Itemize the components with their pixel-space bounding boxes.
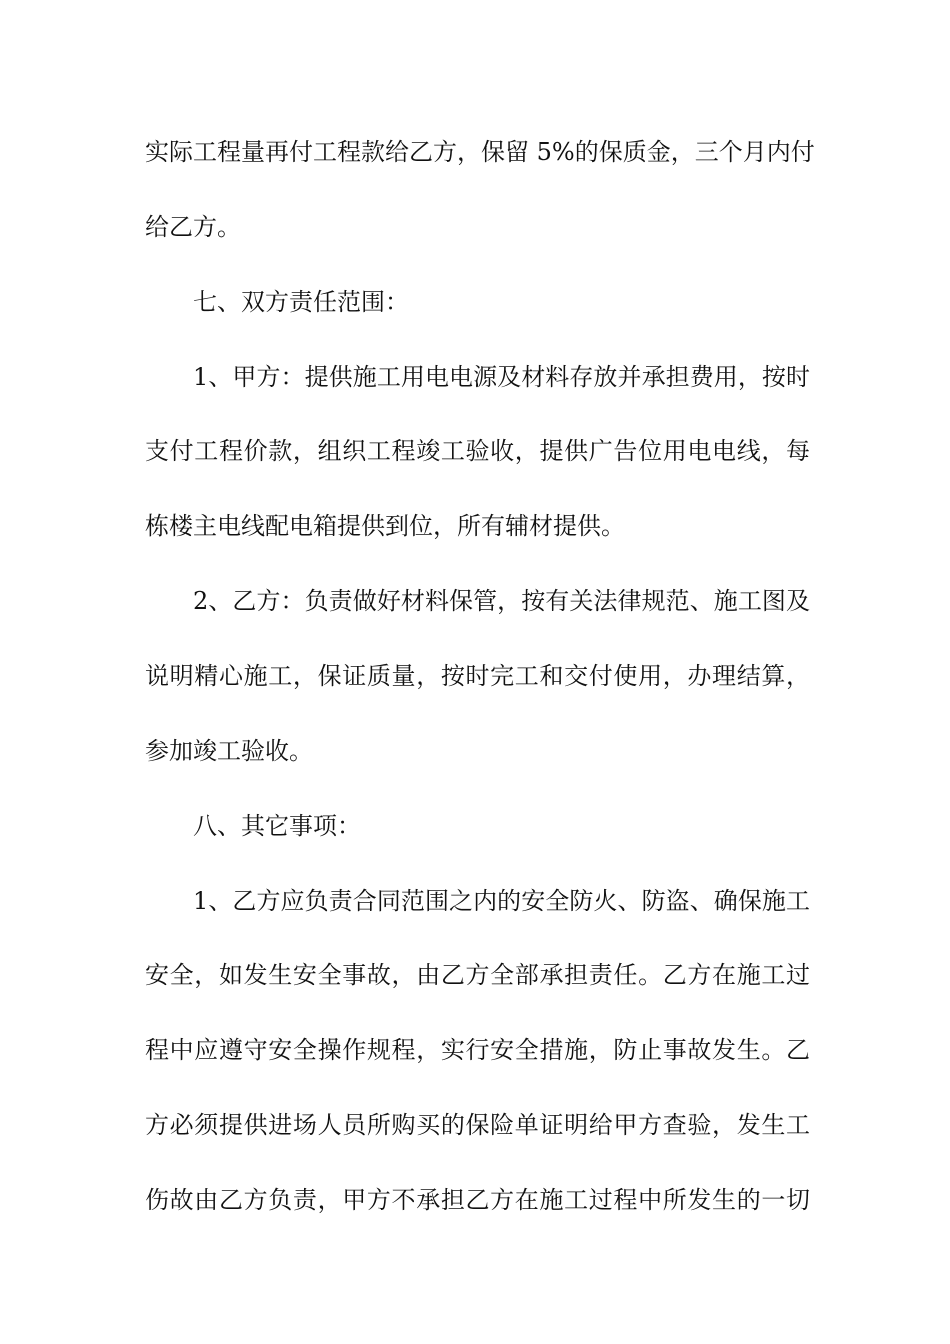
text-line: 支付工程价款，组织工程竣工验收，提供广告位用电电线，每 xyxy=(145,437,810,465)
text-line: 给乙方。 xyxy=(145,213,241,241)
section-heading: 八、其它事项： xyxy=(193,812,361,840)
text-line: 安全，如发生安全事故，由乙方全部承担责任。乙方在施工过 xyxy=(145,961,810,989)
text-line: 2、乙方：负责做好材料保管，按有关法律规范、施工图及 xyxy=(193,587,810,615)
text-line: 方必须提供进场人员所购买的保险单证明给甲方查验，发生工 xyxy=(145,1111,810,1139)
text-line: 参加竣工验收。 xyxy=(145,737,313,765)
text-line: 说明精心施工，保证质量，按时完工和交付使用，办理结算， xyxy=(145,662,810,690)
section-heading: 七、双方责任范围： xyxy=(193,288,409,316)
text-line: 1、甲方：提供施工用电电源及材料存放并承担费用，按时 xyxy=(193,363,810,391)
text-line: 伤故由乙方负责，甲方不承担乙方在施工过程中所发生的一切 xyxy=(145,1186,810,1214)
text-line: 程中应遵守安全操作规程，实行安全措施，防止事故发生。乙 xyxy=(145,1036,810,1064)
text-line: 1、乙方应负责合同范围之内的安全防火、防盗、确保施工 xyxy=(193,887,810,915)
text-line: 栋楼主电线配电箱提供到位，所有辅材提供。 xyxy=(145,512,625,540)
text-line: 实际工程量再付工程款给乙方，保留 5%的保质金，三个月内付 xyxy=(145,138,815,166)
